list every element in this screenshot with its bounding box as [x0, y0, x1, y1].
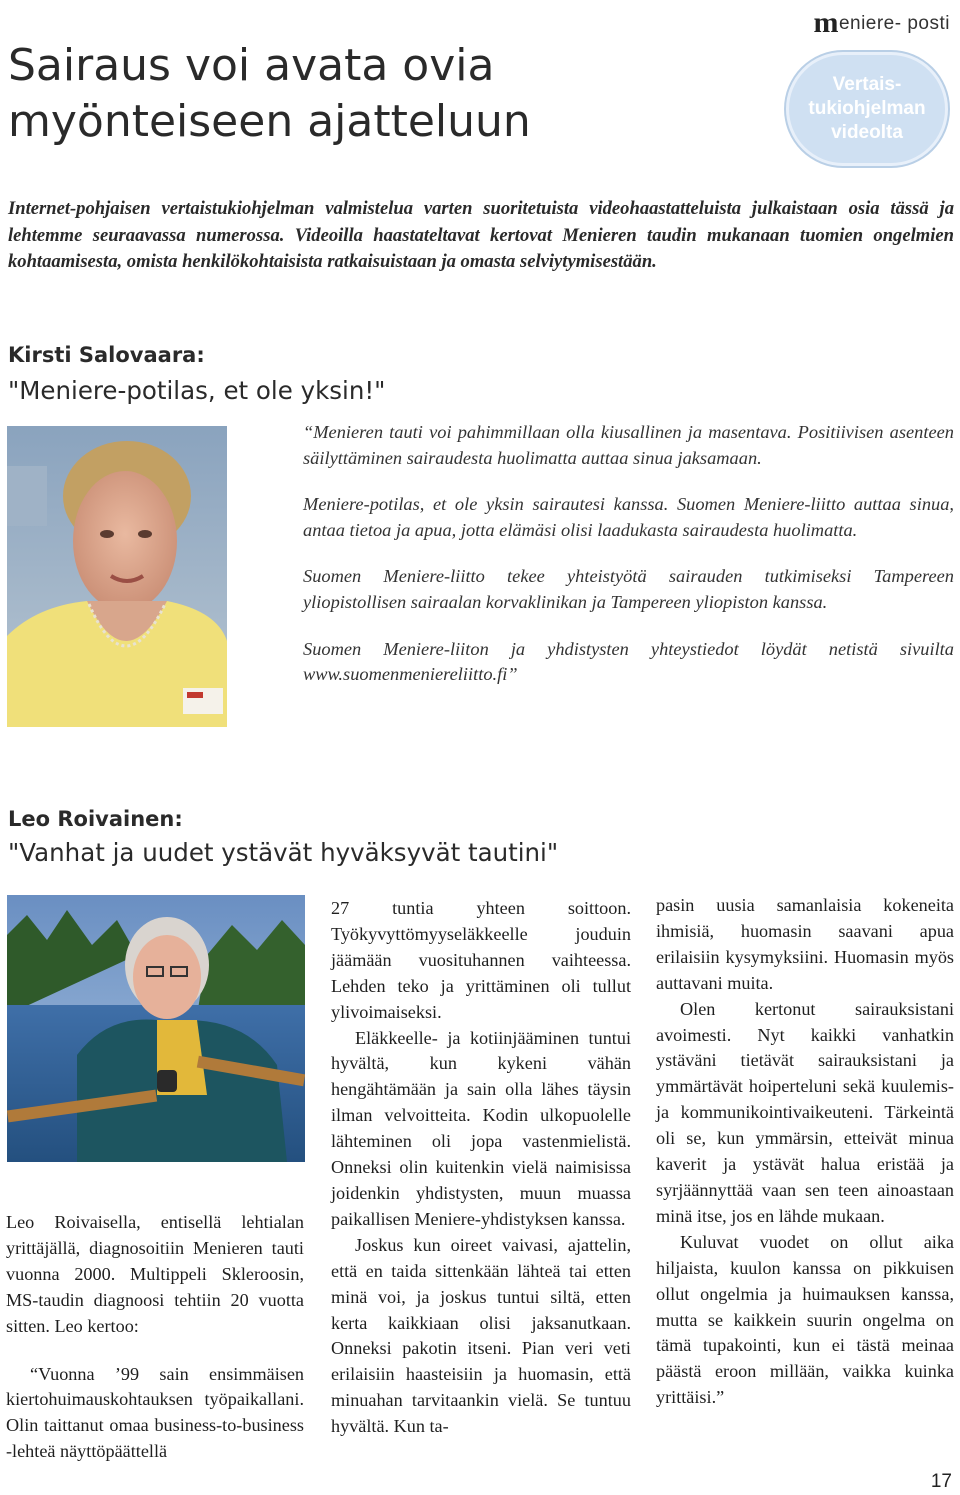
leo-caption-quote: “Vuonna ’99 sain ensimmäisen kiertohuimauskohtauksen työpaikallani. Olin taittanut omaa business-to-business -lehteä näyttöpäättellä	[6, 1363, 304, 1462]
title-line-2: myönteiseen ajatteluun	[8, 96, 531, 147]
intro-paragraph: Internet-pohjaisen vertaistukiohjelman valmistelua varten suoritetuista videohaastatteluista julkaistaan osia tässä ja lehtemme seuraavassa numerossa. Videoilla haastateltavat kertovat Menieren taudin mukanaan tuomien ongelmien kohtaamisesta, omista henkilökohtaisista ratkaisuistaan ja omasta selviytymisestään.	[8, 198, 954, 272]
kirsti-quote: "Meniere-potilas, et ole yksin!"	[8, 376, 386, 405]
section-badge	[786, 52, 948, 166]
kirsti-paragraph: Meniere-potilas, et ole yksin sairautesi kanssa. Suomen Meniere-liitto auttaa sinua, antaa tietoa ja apua, jotta elämäsi olisi laadukasta sairaudesta huolimatta.	[303, 494, 954, 540]
leo-paragraph: Eläkkeelle- ja kotiinjääminen tuntui hyvältä, kun kykeni vähän hengähtämään ja sain olla lähes täysin ilman velvoitteita. Kodin ulkopuolelle lähteminen oli jopa vastenmielistä. Onneksi olin kuitenkin vielä naimisissa joidenkin yhdistysten, muun muassa paikallisen Meniere-yhdistyksen kanssa.	[331, 1027, 631, 1229]
page-number: 17	[930, 1471, 952, 1492]
badge-line-2: tukiohjelman	[808, 98, 926, 119]
kirsti-paragraph: “Menieren tauti voi pahimmillaan olla kiusallinen ja masentava. Positiivisen asenteen säilyttäminen sairaudesta huolimatta auttaa sinua jaksamaan.	[303, 422, 954, 468]
leo-paragraph: Olen kertonut sairauksistani avoimesti. Nyt kaikki vanhatkin ystäväni tietävät sairauksistani ja ymmärtävät hoiperteluni sekä kuulemis- ja kommunikointivaikeuteni. Tärkeintä oli se, kun ymmärsin, etteivät minua kaverit ja ystävät halua eristää ja syrjäännyttää vaan sen teen ainoastaan minä itse, jos en lähde mukaan.	[656, 998, 954, 1226]
page-title	[8, 38, 531, 150]
leo-column-3	[656, 893, 954, 1411]
badge-text	[808, 73, 925, 145]
publication-brand	[813, 6, 950, 40]
kirsti-name: Kirsti Salovaara:	[8, 343, 205, 367]
badge-line-3: videolta	[831, 122, 903, 143]
leo-paragraph: Joskus kun oireet vaivasi, ajattelin, että en taida sittenkään lähteä tai etten minä voi, ja joskus tuntui siltä, etten kerta kaikkiaan olisi jaksanutkaan. Onneksi pakotin itseni. Pian veri veti erilaisiin haasteisiin ja huomasin, että minuahan tarvitaankin vielä. Se tuntuu hyvältä. Kun ta-	[331, 1234, 631, 1437]
badge-line-1: Vertais-	[832, 74, 902, 95]
leo-caption-text: Leo Roivaisella, entisellä lehtialan yrittäjällä, diagnosoitiin Menieren tauti vuonna 2000. Multippeli Skleroosin, MS-taudin diagnoosi tehtiin 20 vuotta sitten. Leo kertoo:	[6, 1212, 304, 1336]
kirsti-paragraph: Suomen Meniere-liiton ja yhdistysten yhteystiedot löydät netistä sivuilta www.suomenmeniereliitto.fi”	[303, 638, 954, 685]
leo-paragraph: 27 tuntia yhteen soittoon. Työkyvyttömyyseläkkeelle jouduin jäämään vuosituhannen vaihteessa. Lehden teko ja yrittäminen oli tullut ylivoimaiseksi.	[331, 898, 631, 1022]
kirsti-photo	[7, 426, 227, 727]
title-line-1: Sairaus voi avata ovia	[8, 40, 495, 91]
brand-text: eniere- posti	[838, 13, 950, 34]
leo-quote: "Vanhat ja uudet ystävät hyväksyvät tautini"	[8, 838, 559, 867]
leo-name: Leo Roivainen:	[8, 807, 183, 831]
leo-paragraph: Kuluvat vuodet on ollut aika hiljaista, kuulon kanssa on pikkuisen ollut ongelmia ja huimauksen kanssa, mutta se kaikkein suurin ongelma on tämä tupakointi, kun ei tästä meinaa päästä eroon millään, vaikka kuinka yrittäisi.”	[656, 1231, 954, 1408]
leo-photo	[7, 895, 305, 1162]
leo-paragraph: pasin uusia samanlaisia kokeneita ihmisiä, huomasin saavani apua erilaisiin kysymyksiini. Huomasin myös auttavani muita.	[656, 895, 954, 993]
kirsti-text	[303, 420, 954, 709]
leo-caption	[6, 1210, 304, 1465]
brand-logo-letter: m	[813, 6, 839, 39]
kirsti-paragraph: Suomen Meniere-liitto tekee yhteistyötä sairauden tutkimiseksi Tampereen yliopistollisen sairaalan korvaklinikan ja Tampereen yliopiston kanssa.	[303, 566, 954, 612]
leo-column-2	[331, 896, 631, 1440]
